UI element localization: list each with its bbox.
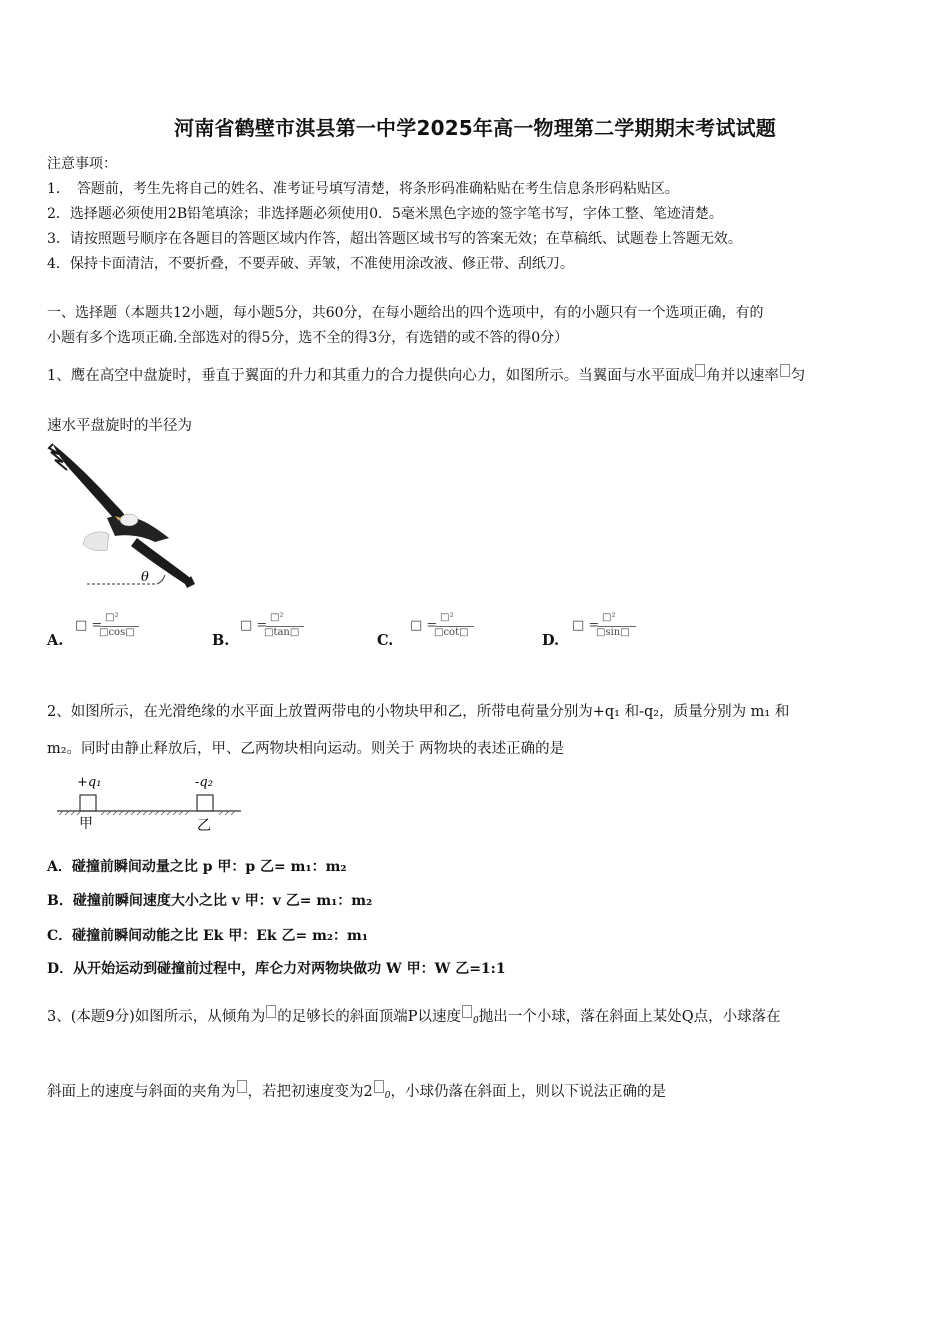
notice-item: 2．选择题必须使用2B铅笔填涂；非选择题必须使用0．5毫米黑色字迹的签字笔书写，字体工整、笔迹清楚。	[47, 206, 723, 222]
q3-stem-line1: 3、(本题9分)如图所示，从倾角为 的足够长的斜面顶端P以速度 $_0$抛出一个小球，落在斜面上某处Q点，小球落在	[47, 1005, 781, 1026]
q2-stem-line1: 2、如图所示，在光滑绝缘的水平面上放置两带电的小物块甲和乙，所带电荷量分别为+q₁ 和-q₂，质量分别为 m₁ 和	[47, 704, 790, 720]
eagle-figure	[45, 442, 200, 590]
q2-option-d[interactable]: D．从开始运动到碰撞前过程中，库仑力对两物块做功 W 甲：W 乙=1:1	[47, 961, 506, 977]
notice-item: 1． 答题前，考生先将自己的姓名、准考证号填写清楚，将条形码准确粘贴在考生信息条形码粘贴区。	[47, 181, 679, 197]
notice-item: 3．请按照题号顺序在各题目的答题区域内作答，超出答题区域书写的答案无效；在草稿纸、试题卷上答题无效。	[47, 231, 742, 247]
option-a-formula[interactable]: □ = □² □cos□	[75, 612, 145, 644]
notice-heading: 注意事项：	[47, 156, 117, 172]
eagle-icon	[49, 444, 195, 588]
theta-label: θ	[141, 570, 149, 585]
section-heading-line2: 小题有多个选项正确.全部选对的得5分，选不全的得3分，有选错的或不答的得0分）	[47, 330, 569, 346]
q1-stem-line2: 速水平盘旋时的半径为	[47, 418, 192, 434]
q2-option-c[interactable]: C．碰撞前瞬间动能之比 Ek 甲：Ek 乙= m₂：m₁	[47, 928, 369, 944]
q1-stem-line1: 1、鹰在高空中盘旋时，垂直于翼面的升力和其重力的合力提供向心力，如图所示。当翼面与水平面成 角并以速率 匀	[47, 364, 805, 385]
q2-figure	[55, 772, 245, 834]
v0-placeholder-icon	[374, 1080, 384, 1093]
option-d-label[interactable]: D.	[542, 632, 560, 649]
block-jia	[80, 795, 96, 811]
option-d-formula[interactable]: □ = □² □sin□	[572, 612, 642, 644]
option-c-formula[interactable]: □ = □² □cot□	[410, 612, 480, 644]
v-placeholder-icon	[780, 364, 790, 377]
option-a-label[interactable]: A.	[47, 632, 64, 649]
theta-placeholder-icon	[266, 1005, 276, 1018]
q1-charge-label: +q₁	[77, 775, 102, 790]
alpha-placeholder-icon	[237, 1080, 247, 1093]
notice-item: 4．保持卡面清洁，不要折叠，不要弄破、弄皱，不准使用涂改液、修正带、刮纸刀。	[47, 256, 574, 272]
block-yi	[197, 795, 213, 811]
q2-option-a[interactable]: A．碰撞前瞬间动量之比 p 甲：p 乙= m₁：m₂	[47, 859, 347, 875]
yi-label: 乙	[197, 818, 211, 834]
angle-arc	[157, 575, 165, 584]
q2-charge-label: -q₂	[195, 775, 213, 790]
q1-options	[47, 610, 927, 650]
option-b-formula[interactable]: □ = □² □tan□	[240, 612, 310, 644]
option-b-label[interactable]: B.	[212, 632, 230, 649]
page-title: 河南省鹤壁市淇县第一中学2025年高一物理第二学期期末考试试题	[174, 116, 776, 140]
theta-placeholder-icon	[695, 364, 705, 377]
option-c-label[interactable]: C.	[377, 632, 394, 649]
section-heading-line1: 一、选择题（本题共12小题，每小题5分，共60分，在每小题给出的四个选项中，有的小题只有一个选项正确，有的	[47, 305, 764, 321]
jia-label: 甲	[79, 816, 93, 832]
q3-stem-line2: 斜面上的速度与斜面的夹角为 ，若把初速度变为2 $_0$，小球仍落在斜面上，则以下说法正确的是	[47, 1080, 666, 1101]
q2-option-b[interactable]: B．碰撞前瞬间速度大小之比 v 甲：v 乙= m₁：m₂	[47, 893, 373, 909]
v0-placeholder-icon	[462, 1005, 472, 1018]
q2-stem-line2: m₂。同时由静止释放后，甲、乙两物块相向运动。则关于 两物块的表述正确的是	[47, 741, 565, 757]
